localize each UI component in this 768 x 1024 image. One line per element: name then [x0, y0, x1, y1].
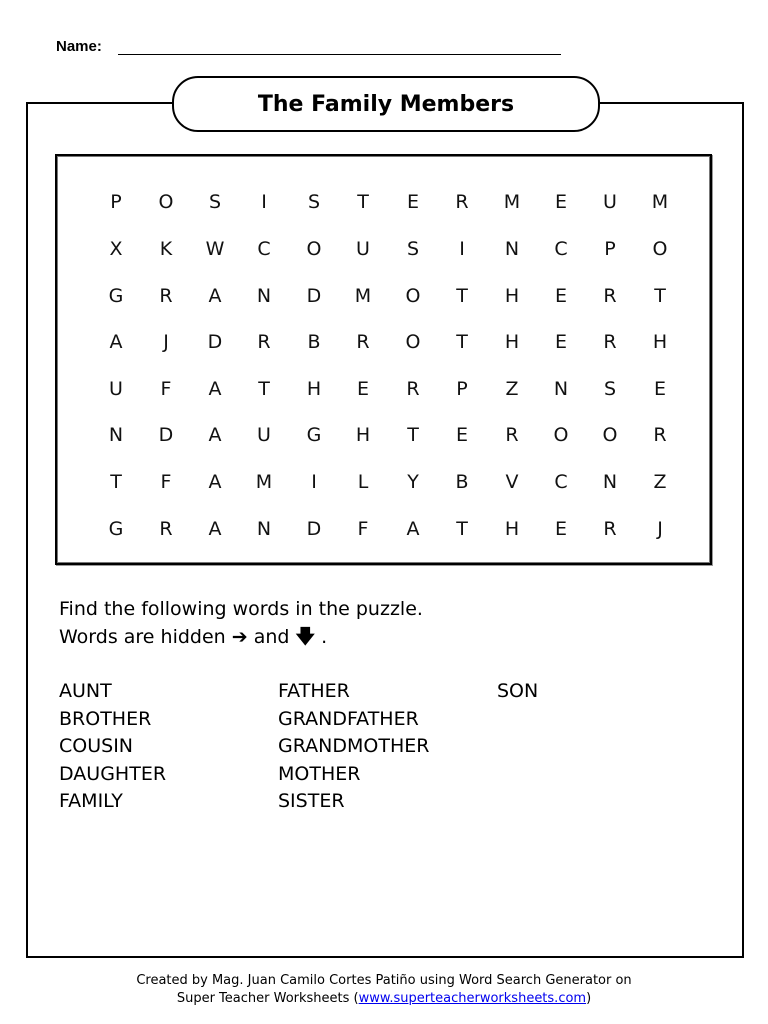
grid-cell: W — [205, 238, 225, 260]
grid-cell: E — [356, 378, 369, 400]
grid-cell: R — [505, 424, 519, 446]
grid-cell: X — [109, 238, 123, 260]
grid-cell: A — [208, 471, 222, 493]
grid-cell: I — [261, 191, 267, 213]
grid-cell: I — [311, 471, 317, 493]
grid-cell: B — [455, 471, 469, 493]
grid-cell: E — [455, 424, 468, 446]
grid-cell: R — [159, 285, 173, 307]
instruction-prefix: Words are hidden — [59, 626, 226, 648]
grid-cell: N — [602, 471, 618, 493]
footer-source-prefix: Super Teacher Worksheets ( — [176, 991, 359, 1006]
word-list-column-1 — [59, 678, 166, 816]
grid-cell: N — [553, 378, 569, 400]
grid-cell: L — [357, 471, 369, 493]
word-item: MOTHER — [278, 762, 361, 785]
grid-row — [57, 514, 710, 544]
grid-cell: S — [307, 191, 321, 213]
grid-cell: U — [356, 238, 370, 260]
grid-cell: A — [406, 518, 420, 540]
grid-cell: R — [257, 331, 271, 353]
word-item: DAUGHTER — [59, 762, 167, 785]
grid-cell: E — [554, 285, 567, 307]
grid-cell: A — [109, 331, 123, 353]
grid-cell: H — [306, 378, 322, 400]
grid-row — [57, 467, 710, 497]
grid-cell: S — [406, 238, 420, 260]
grid-cell: Y — [407, 471, 419, 493]
grid-row — [57, 420, 710, 450]
grid-row — [57, 187, 710, 217]
grid-cell: I — [459, 238, 465, 260]
grid-cell: S — [208, 191, 222, 213]
grid-cell: O — [602, 424, 618, 446]
grid-cell: N — [504, 238, 520, 260]
instruction-line-2 — [59, 623, 423, 651]
word-list-column-3 — [497, 678, 538, 706]
grid-cell: M — [651, 191, 669, 213]
grid-row — [57, 374, 710, 404]
grid-cell: T — [357, 191, 369, 213]
grid-cell: T — [407, 424, 419, 446]
grid-cell: U — [603, 191, 617, 213]
grid-cell: Z — [653, 471, 667, 493]
grid-cell: T — [456, 518, 468, 540]
worksheet-title: The Family Members — [257, 91, 515, 117]
instruction-line-1: Find the following words in the puzzle. — [59, 598, 423, 620]
grid-cell: D — [158, 424, 174, 446]
word-item: COUSIN — [59, 735, 134, 757]
grid-cell: D — [306, 285, 322, 307]
grid-cell: P — [110, 191, 122, 213]
grid-cell: E — [554, 331, 567, 353]
word-item: FAMILY — [59, 790, 123, 812]
grid-cell: N — [108, 424, 124, 446]
grid-cell: T — [456, 285, 468, 307]
grid-cell: R — [356, 331, 370, 353]
grid-cell: C — [257, 238, 271, 260]
word-item: FATHER — [278, 680, 350, 702]
grid-cell: N — [256, 518, 272, 540]
grid-cell: H — [504, 518, 520, 540]
grid-cell: A — [208, 424, 222, 446]
grid-cell: R — [603, 285, 617, 307]
grid-cell: R — [159, 518, 173, 540]
word-search-grid — [55, 154, 712, 565]
arrow-down-icon: 🡇 — [295, 626, 316, 648]
grid-cell: A — [208, 518, 222, 540]
word-item: SON — [497, 680, 539, 702]
grid-cell: F — [357, 518, 369, 540]
footer — [0, 972, 768, 1008]
grid-cell: Z — [505, 378, 519, 400]
grid-cell: O — [405, 331, 421, 353]
word-item: GRANDFATHER — [278, 707, 419, 730]
grid-cell: H — [355, 424, 371, 446]
word-item: SISTER — [278, 790, 345, 812]
grid-cell: T — [456, 331, 468, 353]
instruction-and: and — [253, 626, 290, 648]
grid-cell: H — [652, 331, 668, 353]
grid-cell: G — [108, 518, 124, 540]
grid-cell: H — [504, 331, 520, 353]
grid-cell: U — [109, 378, 123, 400]
title-banner — [172, 76, 600, 132]
grid-cell: R — [603, 331, 617, 353]
grid-cell: R — [455, 191, 469, 213]
grid-cell: V — [505, 471, 519, 493]
grid-cell: M — [354, 285, 372, 307]
instructions — [59, 595, 423, 651]
grid-cell: B — [307, 331, 321, 353]
word-item: GRANDMOTHER — [278, 735, 430, 757]
grid-cell: O — [158, 191, 174, 213]
grid-cell: F — [160, 471, 172, 493]
grid-cell: R — [653, 424, 667, 446]
instruction-suffix: . — [321, 626, 328, 648]
grid-row — [57, 234, 710, 264]
footer-source-suffix: ) — [586, 991, 592, 1006]
grid-row — [57, 327, 710, 357]
grid-cell: O — [306, 238, 322, 260]
grid-cell: R — [406, 378, 420, 400]
grid-cell: J — [657, 518, 663, 540]
word-list-column-2 — [278, 678, 429, 816]
grid-cell: M — [255, 471, 273, 493]
grid-cell: R — [603, 518, 617, 540]
footer-credit: Created by Mag. Juan Camilo Cortes Patiño using Word Search Generator on — [136, 973, 632, 988]
grid-cell: E — [406, 191, 419, 213]
grid-cell: T — [110, 471, 122, 493]
name-blank-line — [118, 54, 561, 55]
grid-cell: D — [207, 331, 223, 353]
footer-source — [0, 990, 768, 1008]
grid-row — [57, 281, 710, 311]
word-item: BROTHER — [59, 707, 152, 730]
grid-cell: U — [257, 424, 271, 446]
grid-cell: E — [653, 378, 666, 400]
grid-cell: A — [208, 285, 222, 307]
grid-cell: H — [504, 285, 520, 307]
grid-cell: C — [554, 238, 568, 260]
grid-cell: P — [456, 378, 468, 400]
grid-cell: O — [405, 285, 421, 307]
grid-cell: K — [159, 238, 173, 260]
arrow-right-icon: ➔ — [231, 626, 248, 648]
grid-cell: C — [554, 471, 568, 493]
grid-cell: E — [554, 518, 567, 540]
name-label: Name: — [56, 38, 102, 55]
grid-cell: D — [306, 518, 322, 540]
grid-cell: E — [554, 191, 567, 213]
grid-cell: O — [652, 238, 668, 260]
grid-cell: O — [553, 424, 569, 446]
grid-cell: M — [503, 191, 521, 213]
grid-cell: F — [160, 378, 172, 400]
footer-link[interactable]: www.superteacherworksheets.com — [358, 991, 587, 1006]
word-item: AUNT — [59, 680, 112, 702]
grid-cell: N — [256, 285, 272, 307]
grid-cell: P — [604, 238, 616, 260]
grid-cell: S — [603, 378, 617, 400]
grid-cell: G — [108, 285, 124, 307]
grid-cell: G — [306, 424, 322, 446]
grid-cell: A — [208, 378, 222, 400]
grid-cell: T — [258, 378, 270, 400]
grid-cell: J — [163, 331, 169, 353]
grid-cell: T — [654, 285, 666, 307]
